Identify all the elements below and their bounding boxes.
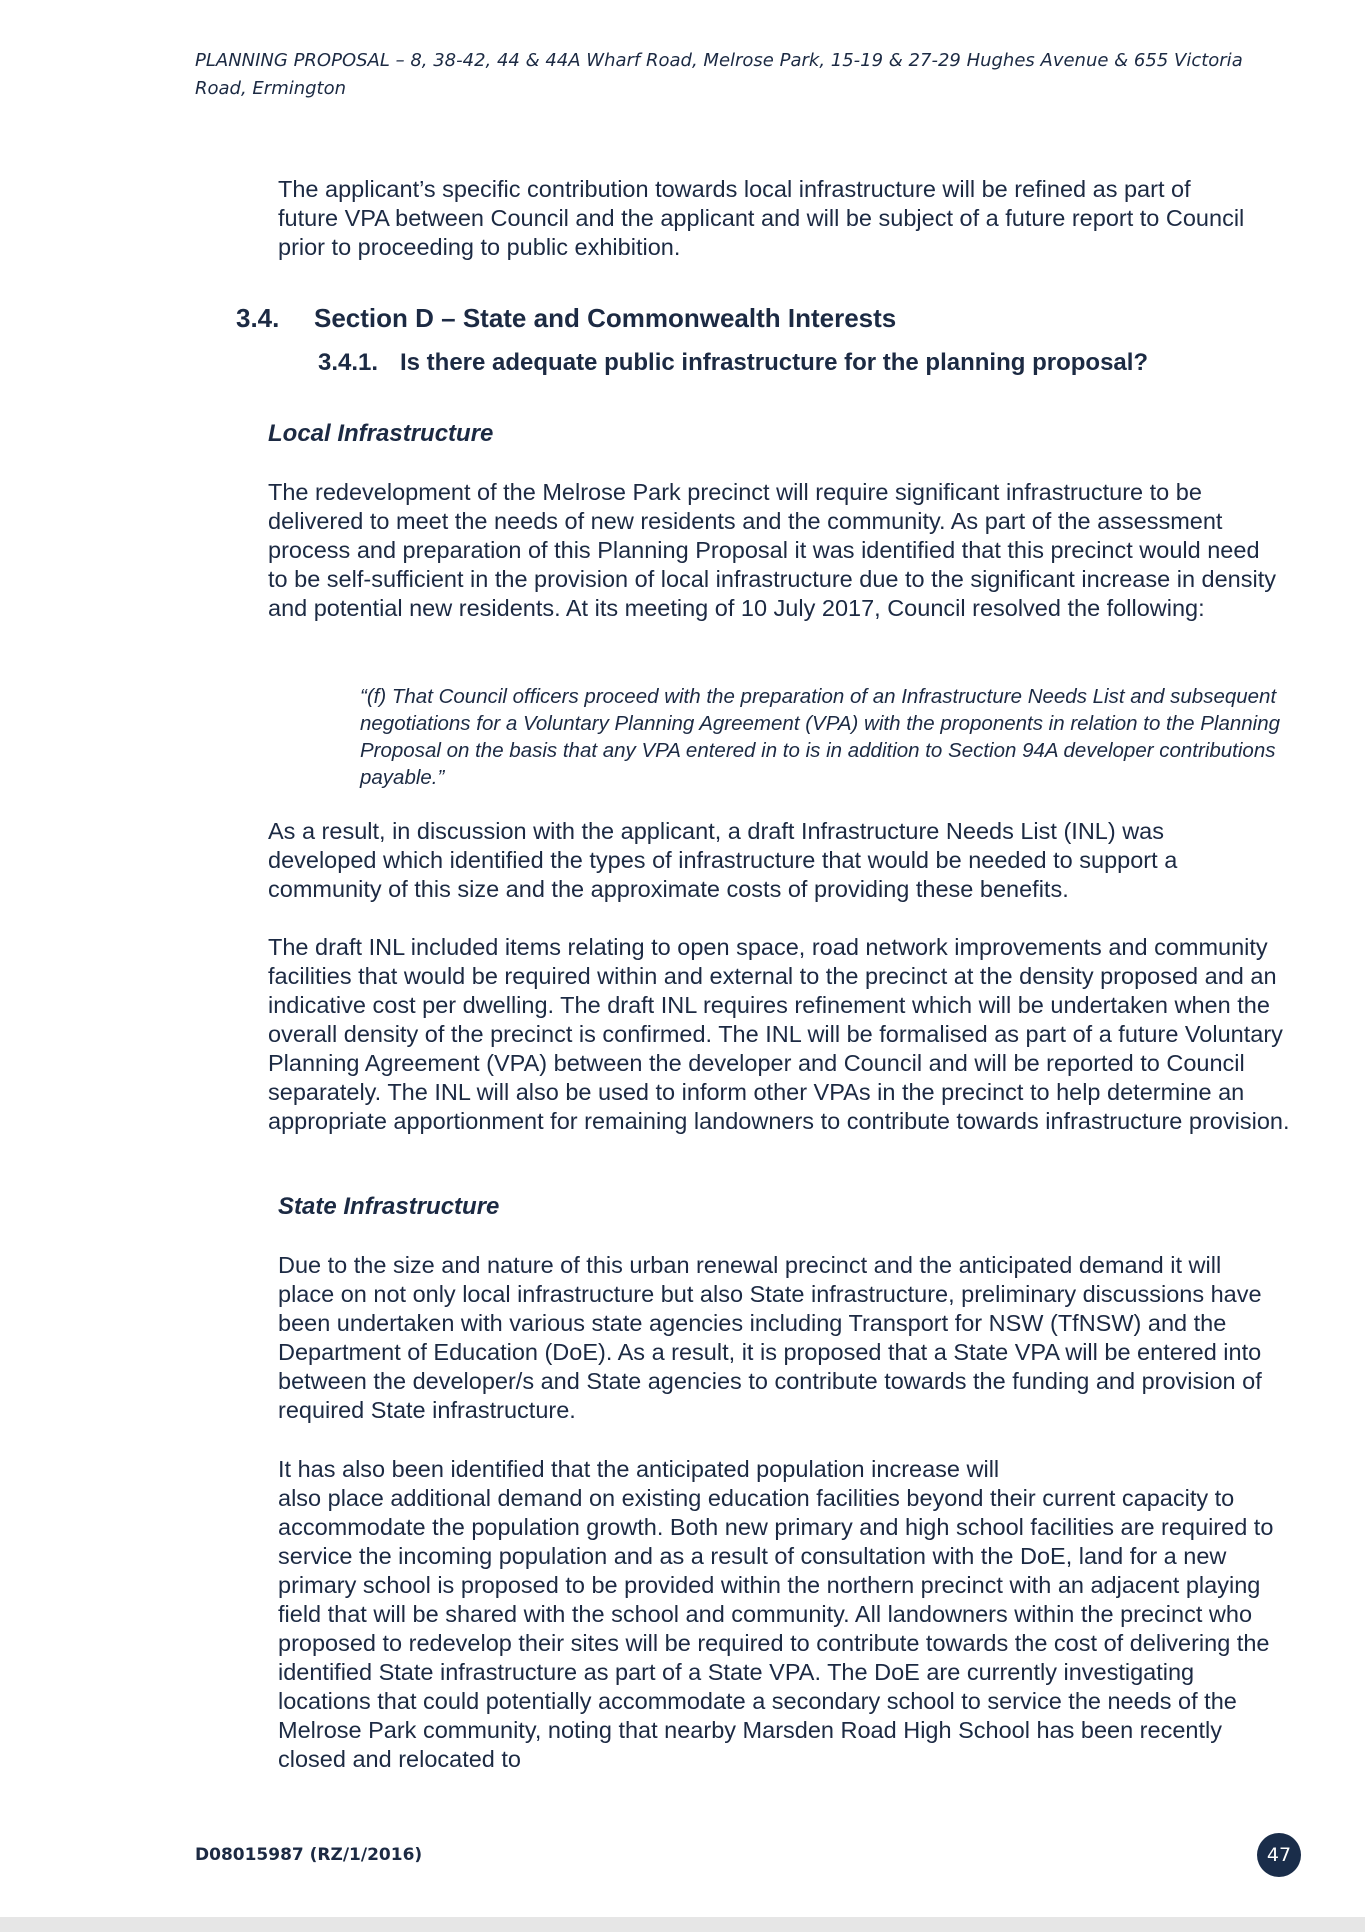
state-paragraph-1: Due to the size and nature of this urban renewal precinct and the anticipated demand it will place on not only local infrastructure but also State infrastructure, preliminary discussions have been undertaken with various state agencies including Transport for NSW (TfNSW) and the Department of Education (DoE). As a result, it is proposed that a State VPA will be entered into between the developer/s and State agencies to contribute towards the funding and provision of required State infrastructure.: [278, 1252, 1262, 1423]
page-number-badge: 47: [1257, 1833, 1301, 1877]
subsection-heading: [318, 349, 1148, 377]
local-infrastructure-heading: Local Infrastructure: [268, 420, 494, 447]
subsection-number: 3.4.1.: [318, 349, 379, 376]
section-title: Section D – State and Commonwealth Interests: [314, 303, 897, 333]
council-resolution-quote: “(f) That Council officers proceed with the preparation of an Infrastructure Needs List and subsequent negotiations for a Voluntary Planning Agreement (VPA) with the proponents in relation to the Planning Proposal on the basis that any VPA entered in to is in addition to Section 94A developer contributions payable.”: [360, 685, 1281, 789]
state-paragraph-2-line-1: It has also been identified that the anticipated population increase will: [278, 1456, 1000, 1482]
state-infrastructure-heading: State Infrastructure: [278, 1193, 500, 1220]
document-reference: D08015987 (RZ/1/2016): [195, 1845, 423, 1865]
local-paragraph-3: The draft INL included items relating to open space, road network improvements and community facilities that would be required within and external to the precinct at the density proposed and an indicative cost per dwelling. The draft INL requires refinement which will be undertaken when the overall density of the precinct is confirmed. The INL will be formalised as part of a future Voluntary Planning Agreement (VPA) between the developer and Council and will be reported to Council separately. The INL will also be used to inform other VPAs in the precinct to help determine an appropriate apportionment for remaining landowners to contribute towards infrastructure provision.: [268, 934, 1290, 1134]
state-paragraph-2: [278, 1455, 1293, 1774]
local-paragraph-1: The redevelopment of the Melrose Park precinct will require significant infrastructure to be delivered to meet the needs of new residents and the community. As part of the assessment process and preparation of this Planning Proposal it was identified that this precinct would need to be self-sufficient in the provision of local infrastructure due to the significant increase in density and potential new residents. At its meeting of 10 July 2017, Council resolved the following:: [268, 479, 1276, 621]
running-header: PLANNING PROPOSAL – 8, 38-42, 44 & 44A Wharf Road, Melrose Park, 15-19 & 27-29 Hughes Avenue & 655 Victoria Road, Ermington: [195, 50, 1243, 99]
local-paragraph-2: As a result, in discussion with the applicant, a draft Infrastructure Needs List (INL) was developed which identified the types of infrastructure that would be needed to support a community of this size and the approximate costs of providing these benefits.: [268, 818, 1178, 902]
section-number: 3.4.: [236, 303, 280, 333]
bottom-edge-strip: [0, 1917, 1365, 1932]
section-heading: [236, 303, 896, 334]
state-paragraph-2-body: also place additional demand on existing education facilities beyond their current capacity to accommodate the population growth. Both new primary and high school facilities are required to service the incoming population and as a result of consultation with the DoE, land for a new primary school is proposed to be provided within the northern precinct with an adjacent playing field that will be shared with the school and community. All landowners within the precinct who proposed to redevelop their sites will be required to contribute towards the cost of delivering the identified State infrastructure as part of a State VPA. The DoE are currently investigating locations that could potentially accommodate a secondary school to service the needs of the Melrose Park community, noting that nearby Marsden Road High School has been recently closed and relocated to: [278, 1485, 1274, 1772]
subsection-title: Is there adequate public infrastructure for the planning proposal?: [400, 349, 1149, 376]
intro-paragraph: The applicant’s specific contribution towards local infrastructure will be refined as part of future VPA between Council and the applicant and will be subject of a future report to Council prior to proceeding to public exhibition.: [278, 176, 1245, 260]
